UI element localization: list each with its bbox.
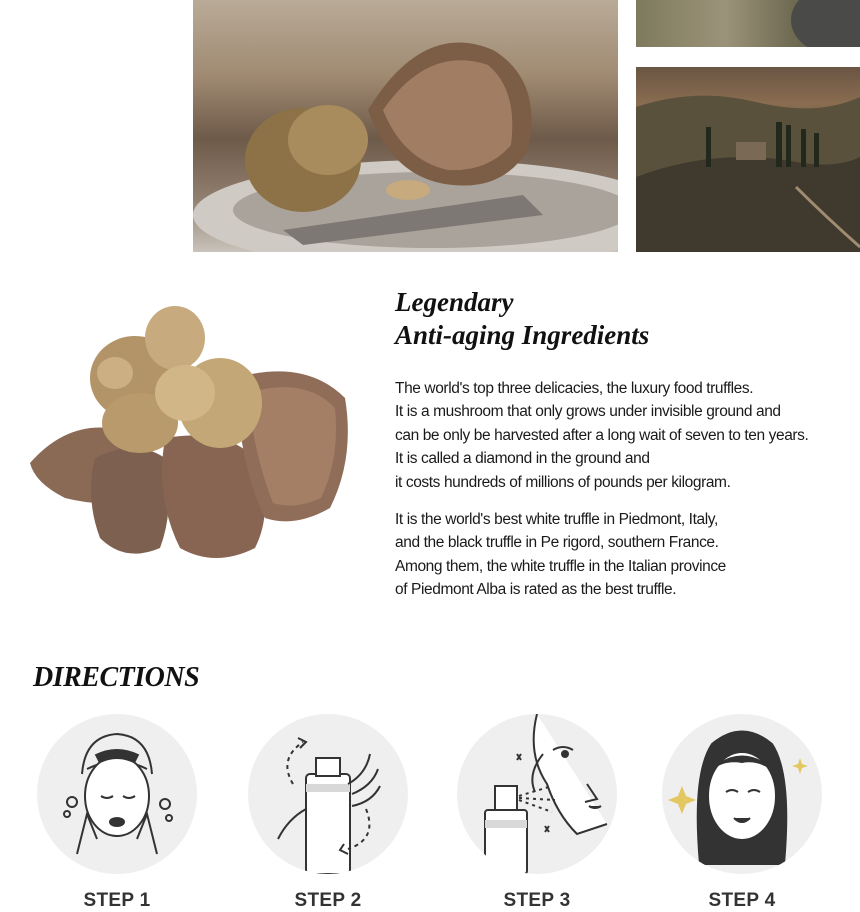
step-label: STEP 3 [503, 890, 571, 911]
landscape-illustration [636, 67, 860, 252]
truffle-ground-photo [636, 0, 860, 47]
shake-bottle-icon [248, 714, 408, 874]
tuscany-landscape-photo [636, 67, 860, 252]
paragraph-line: it costs hundreds of millions of pounds per kilogram. [395, 473, 731, 491]
white-truffle-image [25, 298, 355, 568]
directions-title: DIRECTIONS [33, 662, 200, 693]
step-label: STEP 4 [708, 890, 776, 911]
paragraph-line: It is the world's best white truffle in Piedmont, Italy, [395, 511, 718, 528]
step-4 [662, 714, 824, 911]
paragraph-line: It is a mushroom that only grows under invisible ground and [395, 403, 781, 421]
truffle-origin-paragraph [395, 508, 726, 602]
paragraph-line: of Piedmont Alba is rated as the best truffle. [395, 581, 677, 599]
paragraph-line: It is called a diamond in the ground and [395, 450, 650, 468]
truffle-description-paragraph [395, 377, 808, 494]
hero-title-line1: Legendary [395, 287, 514, 317]
step-2 [248, 714, 410, 911]
spray-face-icon [457, 714, 617, 874]
hero-title-line2: Anti-aging Ingredients [395, 320, 650, 350]
step-3 [457, 714, 619, 911]
paragraph-line: The world's top three delicacies, the luxury food truffles. [395, 380, 754, 397]
step-label: STEP 2 [294, 890, 362, 911]
paragraph-line: and the black truffle in Pe rigord, southern France. [395, 534, 719, 552]
truffle-slicer-illustration [193, 0, 618, 252]
hero-title [395, 286, 649, 352]
face-washing-icon [37, 714, 197, 874]
step-1 [37, 714, 199, 911]
paragraph-line: Among them, the white truffle in the Italian province [395, 557, 726, 575]
ground-illustration [636, 0, 860, 47]
step-label: STEP 1 [83, 890, 151, 911]
truffle-slicer-photo [193, 0, 618, 252]
glowing-face-icon [662, 714, 822, 874]
paragraph-line: can be only be harvested after a long wait of seven to ten years. [395, 426, 809, 444]
